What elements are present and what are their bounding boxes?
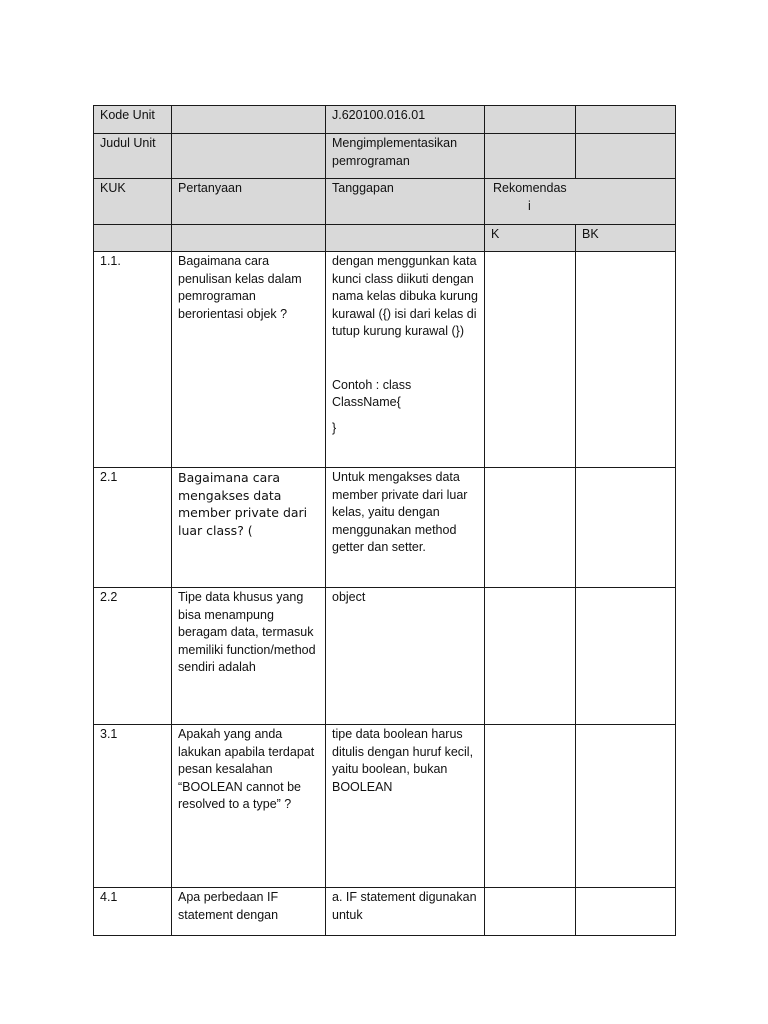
tanggapan-example: Contoh : class ClassName{ [332, 377, 412, 409]
column-header-row [94, 179, 676, 225]
bk-cell [576, 588, 676, 725]
bk-cell [576, 888, 676, 936]
col-rekomendasi-header [485, 179, 676, 225]
k-cell [485, 725, 576, 888]
judul-unit-label: Judul Unit [94, 134, 172, 179]
kode-unit-value: J.620100.016.01 [326, 106, 485, 134]
kode-unit-row [94, 106, 676, 134]
pertanyaan-cell: Apa perbedaan IF statement dengan [172, 888, 326, 936]
rekomendasi-label-1: Rekomendas [493, 181, 567, 195]
kuk-cell: 3.1 [94, 725, 172, 888]
col-bk-header: BK [576, 225, 676, 252]
table-row [94, 888, 676, 936]
pertanyaan-cell: Tipe data khusus yang bisa menampung beragam data, termasuk memiliki function/method sendiri adalah [172, 588, 326, 725]
bk-cell [576, 725, 676, 888]
assessment-table [93, 105, 676, 936]
bk-cell [576, 252, 676, 468]
kuk-cell: 2.1 [94, 468, 172, 588]
table-row [94, 588, 676, 725]
col-tanggapan-header: Tanggapan [326, 179, 485, 225]
judul-unit-row [94, 134, 676, 179]
bk-cell [576, 468, 676, 588]
sub-header-row [94, 225, 676, 252]
k-cell [485, 468, 576, 588]
rekomendasi-label-2: i [528, 198, 531, 213]
tanggapan-cell: object [326, 588, 485, 725]
tanggapan-cell [326, 252, 485, 468]
kuk-cell: 4.1 [94, 888, 172, 936]
tanggapan-cell: Untuk mengakses data member private dari luar kelas, yaitu dengan menggunakan method getter dan setter. [326, 468, 485, 588]
col-k-header: K [485, 225, 576, 252]
table-row [94, 252, 676, 468]
k-cell [485, 888, 576, 936]
judul-unit-value: Mengimplementasikan pemrograman [326, 134, 485, 179]
kuk-cell: 2.2 [94, 588, 172, 725]
col-pertanyaan-header: Pertanyaan [172, 179, 326, 225]
col-kuk-header: KUK [94, 179, 172, 225]
pertanyaan-cell: Bagaimana cara penulisan kelas dalam pemrograman berorientasi objek ? [172, 252, 326, 468]
tanggapan-close: } [332, 420, 337, 435]
table-row [94, 725, 676, 888]
k-cell [485, 252, 576, 468]
kuk-cell: 1.1. [94, 252, 172, 468]
kode-unit-label: Kode Unit [94, 106, 172, 134]
tanggapan-text: dengan menggunkan kata kunci class diikuti dengan nama kelas dibuka kurung kurawal ({) isi dari kelas di tutup kurung kurawal (}) [332, 254, 478, 338]
tanggapan-cell: tipe data boolean harus ditulis dengan huruf kecil, yaitu boolean, bukan BOOLEAN [326, 725, 485, 888]
pertanyaan-cell: Apakah yang anda lakukan apabila terdapat pesan kesalahan “BOOLEAN cannot be resolved to a type” ? [172, 725, 326, 888]
tanggapan-cell: a. IF statement digunakan untuk [326, 888, 485, 936]
table-row [94, 468, 676, 588]
pertanyaan-cell: Bagaimana cara mengakses data member private dari luar class? ( [172, 468, 326, 588]
k-cell [485, 588, 576, 725]
